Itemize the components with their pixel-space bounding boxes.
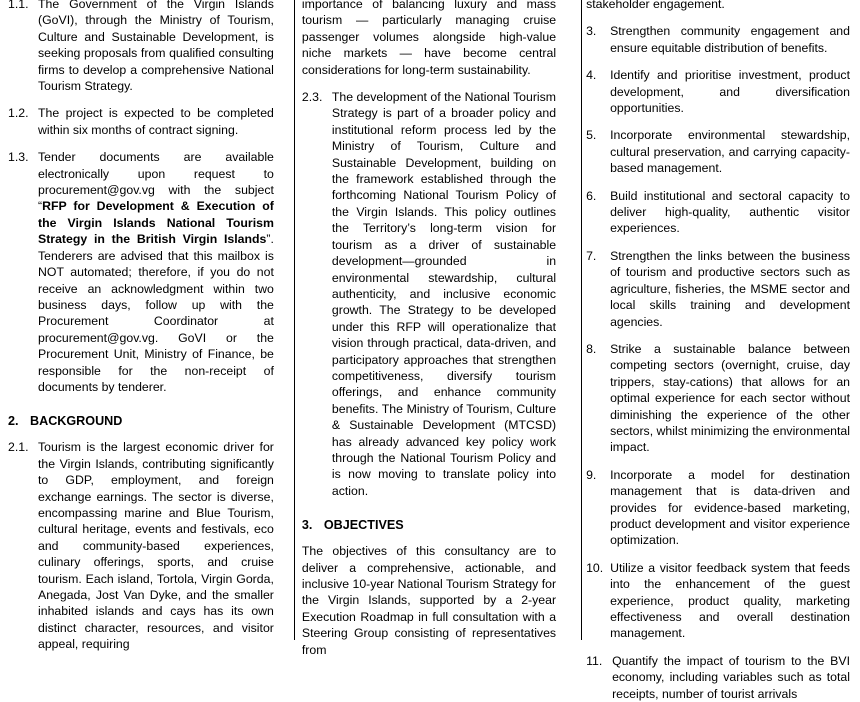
list-item bbox=[586, 188, 850, 237]
list-item bbox=[586, 467, 850, 549]
list-item-number: 5. bbox=[586, 128, 597, 143]
list-item bbox=[8, 439, 274, 652]
list-item-number: 1.1. bbox=[8, 0, 29, 11]
list-item-text: Strengthen community engagement and ensure equitable distribution of benefits. bbox=[610, 24, 850, 55]
section-heading-background bbox=[8, 413, 274, 429]
list-item bbox=[586, 653, 850, 702]
tender-documents-text bbox=[38, 149, 274, 395]
section-label: BACKGROUND bbox=[30, 414, 123, 429]
list-item-text: Tourism is the largest economic driver for the Virgin Islands, contributing significantly to GDP, employment, and foreign exchange earnings. The sector is diverse, encompassing marine and Blue Tourism, cultural heritage, events and festivals, eco and community-based experiences, culinary offerings, sports, and cruise tourism. Each island, Tortola, Virgin Gorda, Anegada, Jost Van Dyke, and the smaller inhabited islands and cays has its own distinct character, resources, and visitor appeal, requiring bbox=[38, 440, 274, 652]
list-item-number: 1.2. bbox=[8, 106, 29, 121]
list-item-text: The project is expected to be completed within six months of contract signing. bbox=[38, 106, 274, 137]
section-number: 3. bbox=[301, 518, 313, 533]
column-2 bbox=[288, 0, 570, 657]
list-item-text: Strengthen the links between the business of tourism and productive sectors such as agriculture, fisheries, the MSME sector and local skills training and development agencies. bbox=[610, 248, 850, 329]
column-1 bbox=[8, 0, 288, 652]
list-item-text: Quantify the impact of tourism to the BVI economy, including variables such as total receipts, number of tourist arrivals bbox=[612, 653, 850, 701]
continued-paragraph: importance of balancing luxury and mass tourism — particularly managing cruise passenger volumes alongside high-value niche markets — have become central considerations for long-term sustainability. bbox=[301, 0, 557, 77]
list-item-text: Build institutional and sectoral capacity to deliver high-quality, authentic visitor experiences. bbox=[610, 188, 850, 236]
list-item-text: Incorporate a model for destination management that is data-driven and provides for evidence-based marketing, product development and visitor experience optimization. bbox=[610, 467, 850, 548]
list-item bbox=[586, 341, 850, 456]
list-item bbox=[302, 89, 556, 499]
column-3 bbox=[570, 0, 850, 701]
list-item-number: 1.3. bbox=[8, 150, 29, 165]
objectives-intro-paragraph: The objectives of this consultancy are to deliver a comprehensive, actionable, and inclusive 10-year National Tourism Strategy for the Virgin Islands, supported by a 2-year Execution Roadmap in full consultation with a Steering Group consisting of representatives from bbox=[301, 544, 557, 657]
list-item bbox=[586, 248, 850, 330]
list-item-number: 10. bbox=[586, 560, 604, 575]
list-item-text: Utilize a visitor feedback system that feeds into the enhancement of the guest experience, product quality, marketing effectiveness and overall destination management. bbox=[610, 560, 850, 641]
list-item-number: 7. bbox=[586, 248, 597, 263]
list-item-number: 2.1. bbox=[8, 440, 29, 455]
list-item bbox=[586, 127, 850, 176]
list-item bbox=[586, 560, 850, 642]
tender-rfp-title: RFP for Development & Execution of the Virgin Islands National Tourism Strategy in the British Virgin Islands bbox=[38, 199, 274, 247]
list-item bbox=[8, 105, 274, 138]
list-item-text: The development of the National Tourism Strategy is part of a broader policy and institutional reform process led by the Ministry of Tourism, Culture and Sustainable Development, building on the framework established through the forthcoming National Tourism Policy of the Virgin Islands. This policy outlines the Territory’s long-term vision for tourism as a driver of sustainable development—grounded in environmental stewardship, cultural authenticity, and inclusive economic growth. The Strategy to be developed under this RFP will operationalize that vision through practical, data-driven, and participatory approaches that strengthen competitiveness, diversify tourism offerings, and enhance community benefits. The Ministry of Tourism, Culture & Sustainable Development (MTCSD) has already advanced key policy work through the National Tourism Policy and is now moving to translate policy into action. bbox=[331, 90, 557, 498]
list-item-number: 4. bbox=[586, 68, 597, 83]
list-item-text: Incorporate environmental stewardship, cultural preservation, and carrying capacity-based management. bbox=[610, 128, 850, 176]
tender-text-part-1: Tender documents are available electronically upon request to procurement@gov.vg with the subject “ bbox=[38, 150, 274, 214]
section-number: 2. bbox=[8, 414, 19, 429]
section-heading-objectives bbox=[302, 517, 556, 533]
list-item-number: 2.3. bbox=[301, 90, 323, 105]
list-item-number: 8. bbox=[586, 341, 597, 356]
list-item-number: 3. bbox=[586, 24, 597, 39]
list-item-text: The Government of the Virgin Islands (GoVI), through the Ministry of Tourism, Culture and Sustainable Development, is seeking proposals from qualified consulting firms to develop a comprehensive National Tourism Strategy. bbox=[38, 0, 274, 94]
continued-paragraph: stakeholder engagement. bbox=[586, 0, 725, 11]
list-item bbox=[586, 23, 850, 56]
list-item-text: Strike a sustainable balance between competing sectors (overnight, cruise, day trippers, stay-cations) that allows for an optimal experience for each sector without diminishing the experience of the other sectors, whilst minimizing the environmental impact. bbox=[610, 341, 850, 455]
list-item-number: 6. bbox=[586, 188, 597, 203]
list-item-number: 11. bbox=[586, 653, 603, 668]
list-item bbox=[586, 67, 850, 116]
list-item bbox=[8, 0, 274, 94]
tender-text-part-2: ”. Tenderers are advised that this mailbox is NOT automated; therefore, if you do not receive an acknowledgment within two business days, follow up with the Procurement Coordinator at procurement@gov.vg. GoVI or the Procurement Unit, Ministry of Finance, be responsible for the non-receipt of documents by tenderer. bbox=[38, 232, 274, 394]
section-label: OBJECTIVES bbox=[323, 518, 404, 533]
tender-documents-item bbox=[8, 149, 274, 395]
list-item-text: Identify and prioritise investment, product development, and diversification opportunities. bbox=[610, 68, 850, 116]
list-item-number: 9. bbox=[586, 467, 597, 482]
